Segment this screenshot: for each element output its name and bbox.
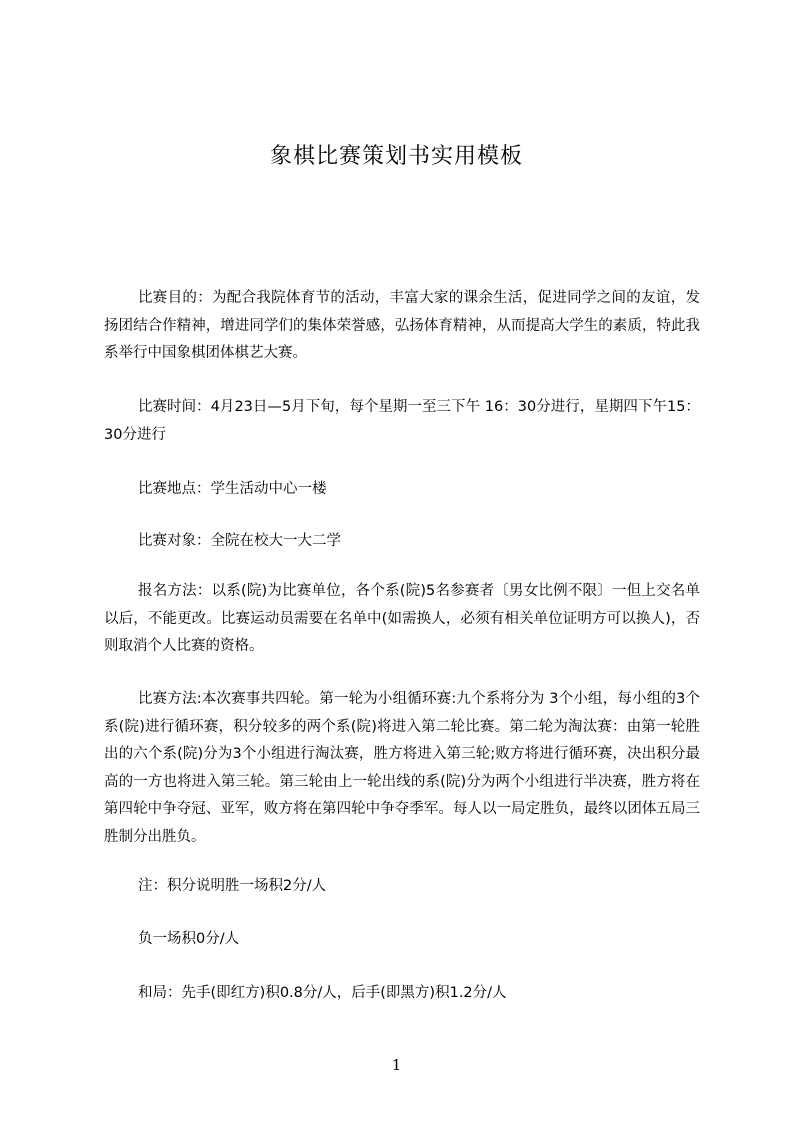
paragraph-format: 比赛方法:本次赛事共四轮。第一轮为小组循环赛:九个系将分为 3个小组，每小组的3个系(院)进行循环赛，积分较多的两个系(院)将进入第二轮比赛。第二轮为淘汰赛：由第一轮胜出的六个系(院)分为3个小组进行淘汰赛，胜方将进入第三轮;败方将进行循环赛，决出积分最高的一方也将进入第三轮。第三轮由上一轮出线的系(院)分为两个小组进行半决赛，胜方将在第四轮中争夺冠、亚军，败方将在第四轮中争夺季军。每人以一局定胜负，最终以团体五局三胜制分出胜负。 [104,691,700,845]
paragraph-registration: 报名方法：以系(院)为比赛单位，各个系(院)5名参赛者〔男女比例不限〕一但上交名单以后，不能更改。比赛运动员需要在名单中(如需换人，必须有相关单位证明方可以换人)，否则取消个人比赛的资格。 [104,583,700,654]
document-title: 象棋比赛策划书实用模板 [269,144,523,169]
page-number: 1 [391,1056,402,1074]
paragraph-participants: 比赛对象：全院在校大一大二学 [138,533,341,549]
paragraph-time: 比赛时间：4月23日—5月下旬，每个星期一至三下午 16：30分进行，星期四下午15：30分进行 [104,399,700,443]
paragraph-scoring-note: 注：积分说明胜一场积2分/人 [138,878,327,894]
paragraph-loss: 负一场积0分/人 [138,931,240,947]
paragraph-purpose: 比赛目的：为配合我院体育节的活动，丰富大家的课余生活，促进同学之间的友谊，发扬团结合作精神，增进同学们的集体荣誉感，弘扬体育精神，从而提高大学生的素质，特此我系举行中国象棋团体棋艺大赛。 [104,290,700,361]
paragraph-location: 比赛地点：学生活动中心一楼 [138,481,327,497]
paragraph-draw: 和局：先手(即红方)积0.8分/人，后手(即黑方)积1.2分/人 [138,985,507,1001]
